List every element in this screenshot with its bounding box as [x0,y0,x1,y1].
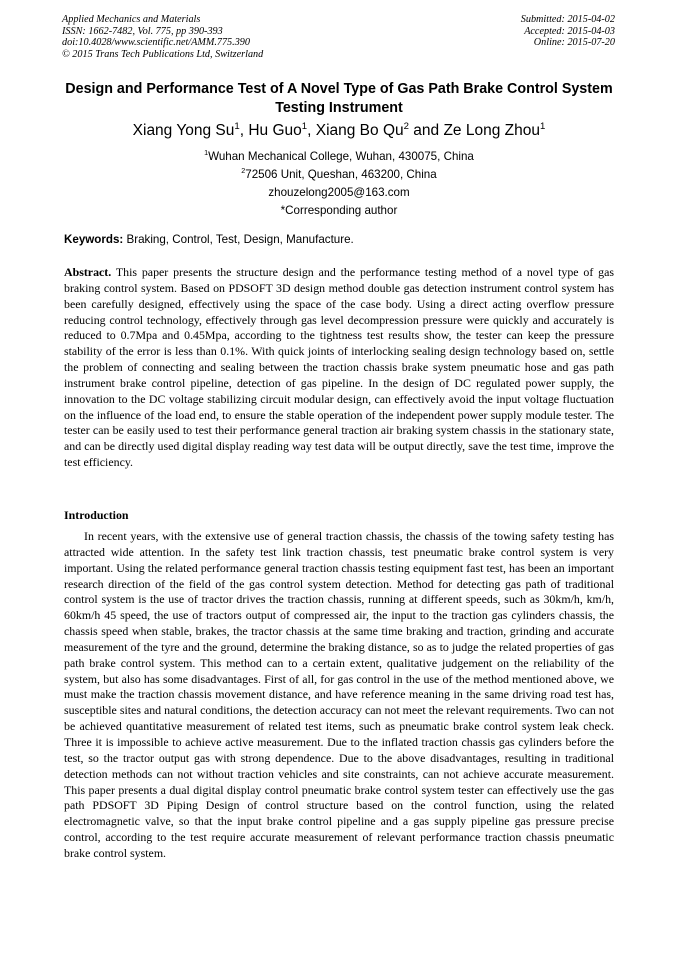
affiliation-1 [40,149,638,164]
author-affiliation-mark: 1 [539,120,546,132]
author-separator: , [239,122,249,139]
abstract-label: Abstract. [64,265,112,279]
keywords-text: Braking, Control, Test, Design, Manufacture. [123,233,354,246]
introduction-heading: Introduction [64,508,129,522]
submitted-date: Submitted: 2015-04-02 [520,14,615,25]
paper-title: Design and Performance Test of A Novel Type of Gas Path Brake Control System Testing Instrument [65,81,613,116]
abstract-text: This paper presents the structure design and the performance testing method of a novel type of gas braking control system. Based on PDSOFT 3D design method double gas detection instrument control system has been carefully designed, effectively using the space of the case body. Using a direct acting overflow pressure reducing control technology, effectively through gas level decompression pressure were quickly and accurately is reduced to 0.7Mpa and 0.45Mpa, according to the tightness test results show, the tester can keep the pressure stability of the error is less than 0.1%. With quick joints of interlocking sealing design technology based on, settle the problem of connecting and sealing between the traction chassis brake system pneumatic hose and gas path instrument brake control pipeline, detection of gas pipeline. In the design of DC regulated power supply, the innovation to the DC voltage stabilizing circuit modular design, can effectively avoid the input voltage fluctuation on the influence of the load end, to ensure the stable operation of the independent power supply module tester. The tester can be easily used to test their performance general traction air braking system chassis in the stationary state, and can be directly used digital display reading way test data will be output directly, save the test time, improve the test efficiency. [64,265,614,470]
journal-issn: ISSN: 1662-7482, Vol. 775, pp 390-393 [62,25,223,37]
journal-copyright: © 2015 Trans Tech Publications Ltd, Switzerland [62,48,264,60]
author-affiliation-mark: 2 [403,120,409,132]
journal-header [62,14,263,60]
abstract [64,265,614,471]
online-date: Online: 2015-07-20 [533,37,615,48]
author-name: Ze Long Zhou [443,122,540,139]
author-name: Hu Guo [248,122,302,139]
journal-name: Applied Mechanics and Materials [62,14,201,25]
corresponding-note: *Corresponding author [280,204,398,217]
author-affiliation-mark: 1 [301,120,308,132]
accepted-date: Accepted: 2015-04-03 [524,25,615,37]
author-list [40,121,638,141]
author-name: Xiang Bo Qu [315,122,404,139]
author-name: Xiang Yong Su [132,122,235,139]
introduction-paragraph: In recent years, with the extensive use of general traction chassis, the chassis of the towing safety testing has attracted wide attention. In the safety test link traction chassis, test pneumatic brake control system is very important. Using the related performance general traction chassis testing equipment fast test, has been an important research direction of the field of the gas control system detection. Method for detecting gas path of traditional control system is the use of tractor drives the traction chassis, running at different speeds, such as 30km/h, km/h, 60km/h 45 speed, the use of tractors output of compressed air, the input to the traction gas cylinders chassis, the chassis speed when stable, brakes, the tractor chassis at the same time braking and traction, grinding and accurate measurement of the tyre and the ground, determine the braking distance, so as to judge the related properties of gas path brake control system. This method can to a certain extent, qualitative judgement on the reliability of the system, but also has some disadvantages. First of all, for gas control in the use of the method mentioned above, we must make the traction chassis movement distance, and have reference meaning in the same driving road test has, susceptible sites and natural conditions, the detection accuracy can not meet the relevant requirements. Two can not be achieved quantitative measurement of related test items, such as pneumatic brake control system leak check. Three it is impossible to achieve active measurement. Due to the inflated traction chassis gas cylinders before the test, so the tractor output gas with strong dependence. Due to the above disadvantages, resulting in traditional detection methods can not without traction vehicles and site constraints, can not achieve accurate measurement. This paper presents a dual digital display control pneumatic brake control system tester can effectively use the gas path PDSOFT 3D Piping Design of control structure based on the control function, using the related electromagnetic valve, so that the input brake control pipeline and a gas supply pipeline gas pressure precise control, according to the test require accurate measurement of relevant performance traction chassis pneumatic brake control system. [64,529,614,860]
author-affiliation-mark: 1 [234,120,240,132]
author-separator: and [408,122,444,139]
affiliation-2 [40,167,638,182]
keywords [64,232,354,247]
affiliation-mark: 1 [204,148,209,158]
affiliation-text: 72506 Unit, Queshan, 463200, China [245,168,437,181]
keywords-label: Keywords: [64,233,124,246]
affiliation-mark: 2 [241,166,246,176]
author-separator: , [307,122,316,139]
journal-doi[interactable]: doi:10.4028/www.scientific.net/AMM.775.390 [62,37,250,48]
affiliation-text: Wuhan Mechanical College, Wuhan, 430075, China [208,150,474,163]
author-email[interactable]: zhouzelong2005@163.com [268,186,410,199]
dates-header [521,14,615,49]
